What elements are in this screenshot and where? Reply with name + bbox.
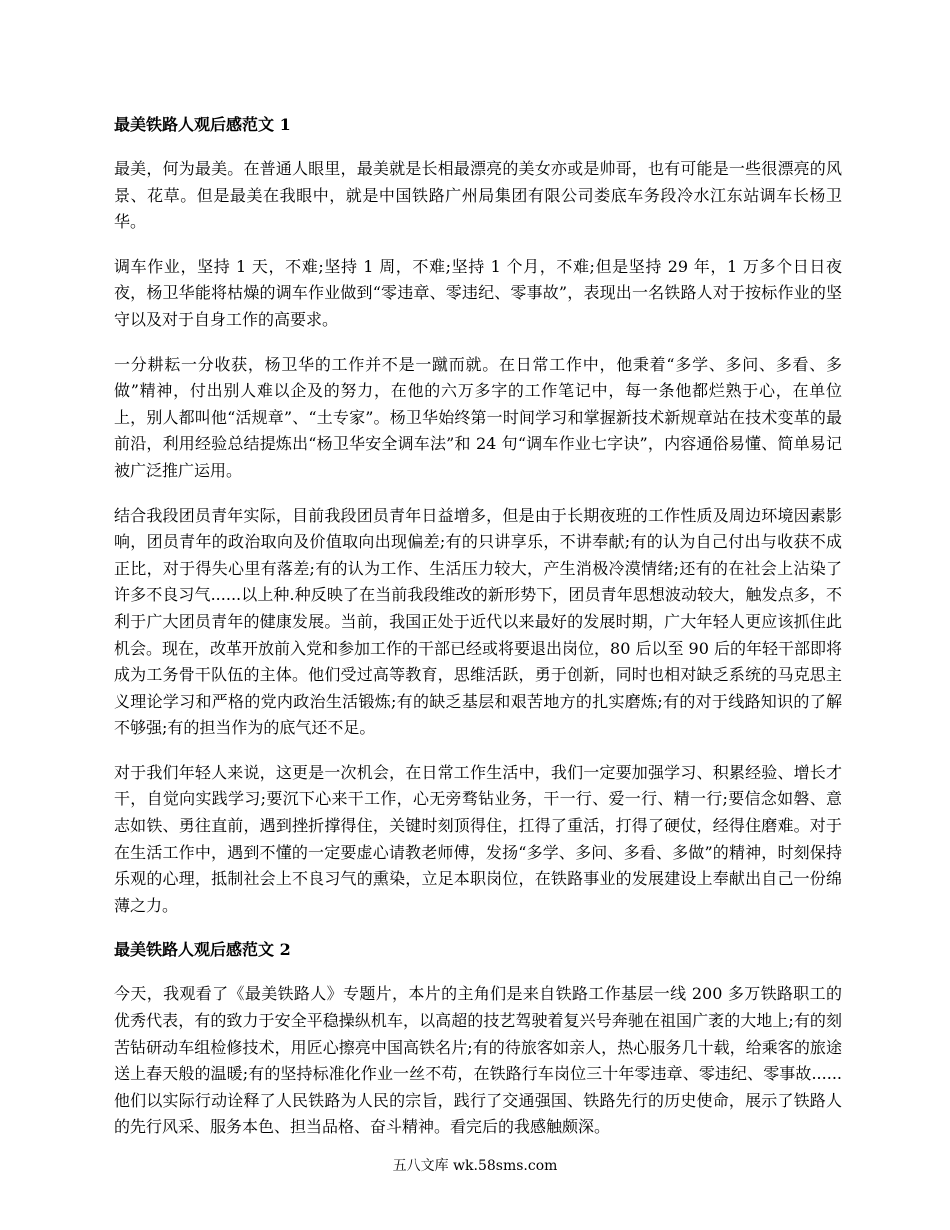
section-1-paragraph-2: 调车作业，坚持 1 天，不难;坚持 1 周，不难;坚持 1 个月，不难;但是坚持 29 年，1 万多个日日夜夜，杨卫华能将枯燥的调车作业做到“零违章、零违纪、零事故”，表现出一名铁路人对于按标作业的坚守以及对于自身工作的高要求。 — [114, 256, 842, 329]
section-1-paragraph-1: 最美，何为最美。在普通人眼里，最美就是长相最漂亮的美女亦或是帅哥，也有可能是一些很漂亮的风景、花草。但是最美在我眼中，就是中国铁路广州局集团有限公司娄底车务段冷水江东站调车长杨卫华。 — [114, 159, 842, 232]
section-2-heading: 最美铁路人观后感范文 2 — [114, 940, 291, 960]
document-body — [114, 112, 842, 1159]
section-1-heading: 最美铁路人观后感范文 1 — [114, 115, 291, 134]
section-1-paragraph-5: 对于我们年轻人来说，这更是一次机会，在日常工作生活中，我们一定要加强学习、积累经验、增长才干，自觉向实践学习;要沉下心来干工作，心无旁骛钻业务，干一行、爱一行、精一行;要信念如磐、意志如铁、勇往直前，遇到挫折撑得住，关键时刻顶得住，扛得了重活，打得了硬仗，经得住磨难。对于在生活工作中，遇到不懂的一定要虚心请教老师傅，发扬“多学、多问、多看、多做”的精神，时刻保持乐观的心理，抵制社会上不良习气的熏染，立足本职岗位，在铁路事业的发展建设上奉献出自己一份绵薄之力。 — [114, 762, 842, 915]
footer-watermark: 五八文库 wk.58sms.com — [392, 1158, 558, 1174]
section-2-paragraph-1: 今天，我观看了《最美铁路人》专题片，本片的主角们是来自铁路工作基层一线 200 多万铁路职工的优秀代表，有的致力于安全平稳操纵机车，以高超的技艺驾驶着复兴号奔驰在祖国广袤的大地上;有的刻苦钻研动车组检修技术，用匠心擦亮中国高铁名片;有的待旅客如亲人，热心服务几十载，给乘客的旅途送上春天般的温暖;有的坚持标准化作业一丝不苟，在铁路行车岗位三十年零违章、零违纪、零事故......他们以实际行动诠释了人民铁路为人民的宗旨，践行了交通强国、铁路先行的历史使命，展示了铁路人的先行风采、服务本色、担当品格、奋斗精神。看完后的我感触颇深。 — [114, 984, 842, 1137]
section-1-paragraph-4: 结合我段团员青年实际，目前我段团员青年日益增多，但是由于长期夜班的工作性质及周边环境因素影响，团员青年的政治取向及价值取向出现偏差;有的只讲享乐，不讲奉献;有的认为自己付出与收获不成正比，对于得失心里有落差;有的认为工作、生活压力较大，产生消极冷漠情绪;还有的在社会上沾染了许多不良习气......以上种.种反映了在当前我段维改的新形势下，团员青年思想波动较大，触发点多，不利于广大团员青年的健康发展。当前，我国正处于近代以来最好的发展时期，广大年轻人更应该抓住此机会。现在，改革开放前入党和参加工作的干部已经或将要退出岗位，80 后以至 90 后的年轻干部即将成为工务骨干队伍的主体。他们受过高等教育，思维活跃，勇于创新，同时也相对缺乏系统的马克思主义理论学习和严格的党内政治生活锻炼;有的缺乏基层和艰苦地方的扎实磨炼;有的对于线路知识的了解不够强;有的担当作为的底气还不足。 — [114, 505, 842, 738]
section-1-paragraph-3: 一分耕耘一分收获，杨卫华的工作并不是一蹴而就。在日常工作中，他秉着“多学、多问、多看、多做”精神，付出别人难以企及的努力，在他的六万多字的工作笔记中，每一条他都烂熟于心，在单位上，别人都叫他“活规章”、“土专家”。杨卫华始终第一时间学习和掌握新技术新规章站在技术变革的最前沿，利用经验总结提炼出“杨卫华安全调车法”和 24 句“调车作业七字诀”，内容通俗易懂、简单易记被广泛推广运用。 — [114, 354, 842, 480]
